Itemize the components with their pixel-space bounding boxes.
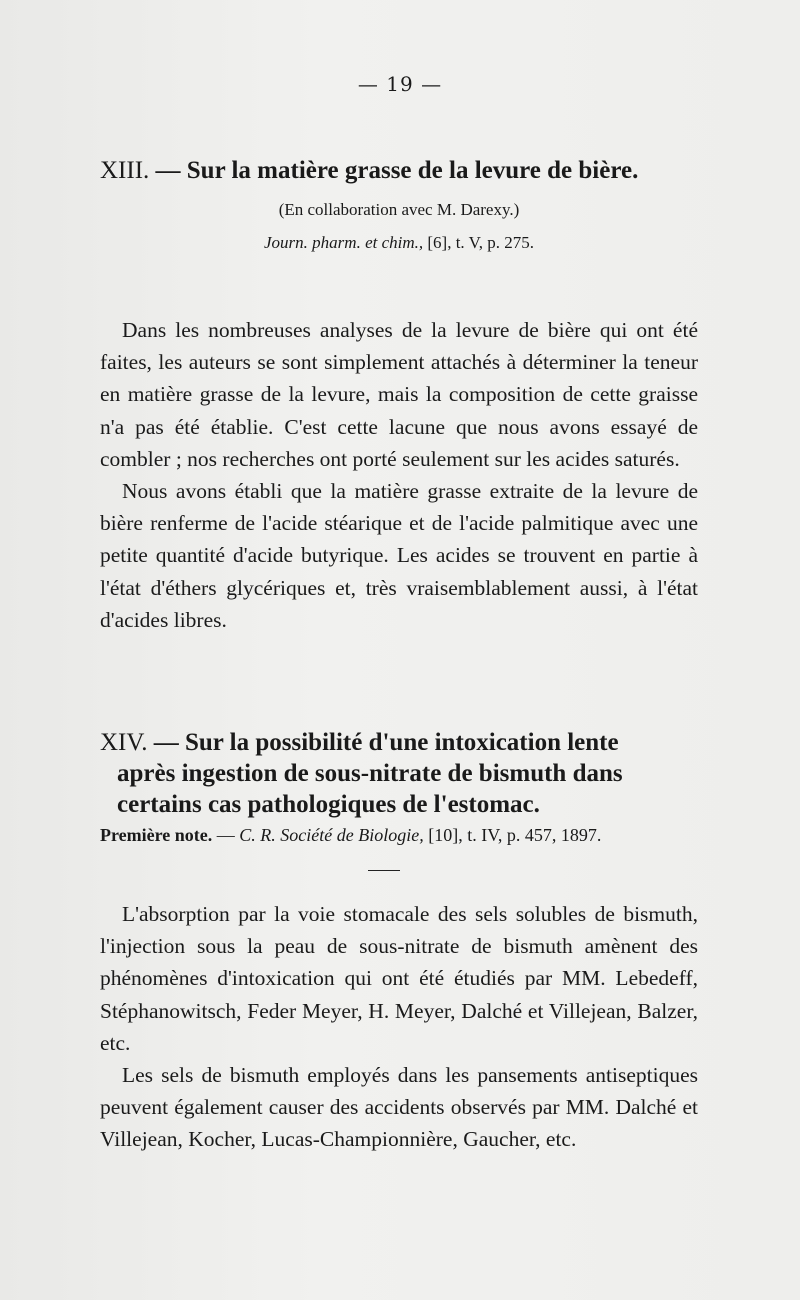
section-xiii-paragraph-2: Nous avons établi que la matière grasse extraite de la levure de bière renferme de l'acide stéarique et de l'acide palmitique avec une petite quantité d'acide butyrique. Les acides se trouvent en partie à l'état d'éthers glycériques et, très vraisemblablement aussi, à l'état d'acides libres. — [100, 479, 698, 632]
section-xiv-number: XIV. — [100, 729, 148, 756]
section-xiv-heading — [100, 727, 698, 820]
separator-rule — [368, 870, 400, 871]
section-xiii-paragraph-1: Dans les nombreuses analyses de la levure de bière qui ont été faites, les auteurs se sont simplement attachés à déterminer la teneur en matière grasse de la levure, mais la composition de cette graisse n'a pas été établie. C'est cette lacune que nous avons essayé de combler ; nos recherches ont porté seulement sur les acides saturés. — [100, 318, 698, 471]
section-xiii-reference — [100, 233, 698, 253]
section-xiv-body — [100, 898, 698, 1156]
section-xiv-note-label: Première note. — [100, 825, 213, 845]
section-xiv-paragraph-2: Les sels de bismuth employés dans les pansements antiseptiques peuvent également causer des accidents observés par MM. Dalché et Villejean, Kocher, Lucas-Championnière, Gaucher, etc. — [100, 1063, 698, 1152]
section-xiv-paragraph-1: L'absorption par la voie stomacale des sels solubles de bismuth, l'injection sous la peau de sous-nitrate de bismuth amènent des phénomènes d'intoxication qui ont été étudiés par MM. Lebedeff, Stéphanowitsch, Feder Meyer, H. Meyer, Dalché et Villejean, Balzer, etc. — [100, 902, 698, 1055]
section-xiv-note-journal: C. R. Société de Biologie, — [239, 825, 424, 845]
section-xiii-body — [100, 314, 698, 636]
section-xiii-number: XIII. — [100, 157, 150, 184]
page-number: — 19 — — [357, 72, 443, 96]
section-xiv-title-line1: — Sur la possibilité d'une intoxication lente — [153, 729, 619, 756]
section-xiii-reference-journal: Journ. pharm. et chim., — [264, 233, 424, 252]
section-xiv-note-volume: [10], t. IV, p. 457, 1897. — [423, 825, 602, 845]
section-xiv-reference — [100, 825, 698, 846]
section-xiii-collaboration: (En collaboration avec M. Darexy.) — [278, 200, 520, 219]
section-xiv-title-rest: après ingestion de sous-nitrate de bismuth dans certains cas pathologiques de l'estomac. — [117, 760, 623, 818]
section-xiv-note-dash: — — [212, 825, 240, 845]
section-xiii-title: — Sur la matière grasse de la levure de bière. — [155, 157, 639, 184]
section-xiii-heading — [100, 155, 698, 186]
section-xiii-reference-volume: [6], t. V, p. 275. — [427, 233, 534, 252]
